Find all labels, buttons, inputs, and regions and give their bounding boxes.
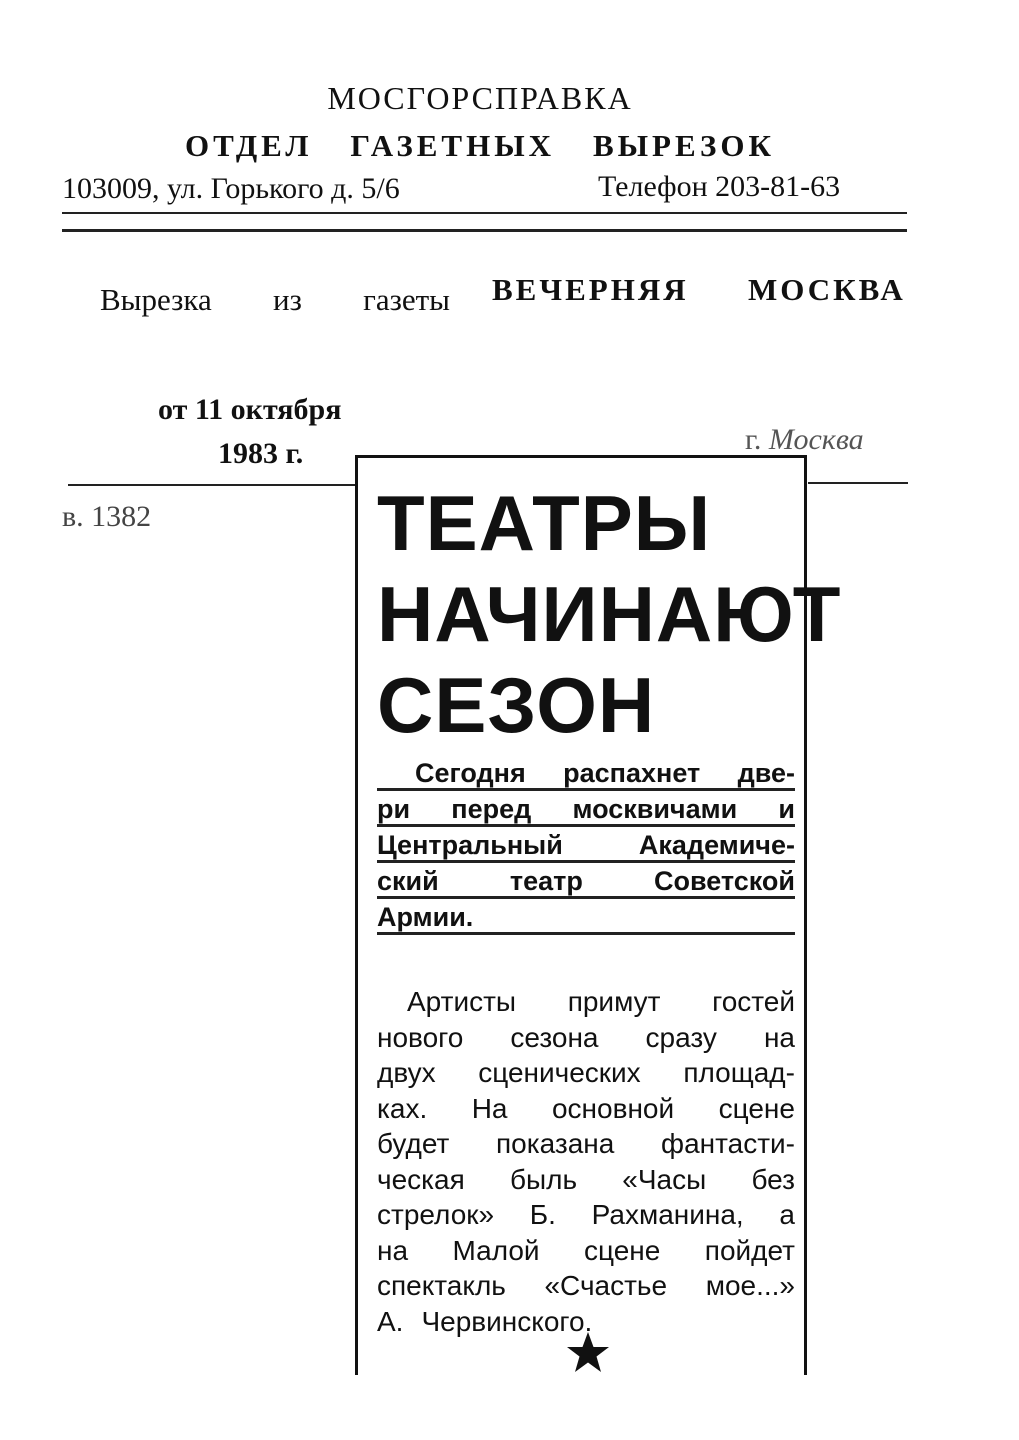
body-word: быль [509, 1163, 578, 1195]
body-word: Б. [529, 1199, 556, 1230]
body-word: ческая [377, 1163, 465, 1195]
city-rule [808, 482, 908, 484]
body-word: сценических [478, 1057, 641, 1088]
lead-line [377, 863, 795, 899]
body-word: без [751, 1163, 795, 1195]
lead-word: ский [377, 866, 439, 896]
phone-number: Телефон 203-81-63 [598, 170, 841, 203]
city [745, 423, 864, 457]
department-word: ВЫРЕЗОК [592, 128, 775, 163]
department-word: ОТДЕЛ [185, 128, 313, 163]
body-word: основной [551, 1092, 675, 1124]
body-word: стрелок» [377, 1199, 495, 1230]
body-word: «Счастье [544, 1270, 668, 1301]
lead-word: и [778, 794, 795, 824]
body-word: на [377, 1234, 409, 1266]
lead-word: Академиче- [638, 830, 795, 860]
body-word: гостей [712, 986, 795, 1017]
department-word: ГАЗЕТНЫХ [350, 128, 556, 163]
body-line [377, 1020, 795, 1056]
department-name [185, 128, 775, 164]
body-word: пойдет [704, 1234, 795, 1266]
clip-label-word: газеты [363, 282, 450, 317]
city-prefix: г. [745, 423, 762, 456]
body-word: показана [496, 1128, 615, 1159]
body-word: А. [377, 1305, 404, 1337]
body-word: нового [377, 1021, 464, 1053]
clip-label-word: Вырезка [100, 282, 212, 317]
body-line [377, 1126, 795, 1162]
lead-word: распахнет [563, 758, 701, 788]
body-word: «Часы [622, 1163, 707, 1195]
header-rule [62, 212, 907, 214]
lead-word: две- [737, 758, 795, 788]
article-body [377, 984, 795, 1339]
lead-line [377, 755, 795, 791]
lead-word: Сегодня [415, 758, 526, 788]
organization-name: МОСГОРСПРАВКА [327, 80, 633, 116]
issue-year: 1983 г. [218, 437, 304, 470]
lead-word: Армии. [377, 902, 474, 932]
body-word: спектакль [377, 1270, 506, 1301]
newspaper-name-word1: ВЕЧЕРНЯЯ [492, 272, 689, 307]
body-word: Рахманина, [591, 1199, 744, 1230]
headline-line: СЕЗОН [377, 661, 656, 749]
city-name: Москва [768, 423, 864, 456]
lead-word: Центральный [377, 830, 563, 860]
body-line [377, 1268, 795, 1304]
lead-word: Советской [653, 866, 795, 896]
article-headline [377, 478, 842, 751]
issue-date: от 11 октября [158, 393, 342, 426]
body-line [377, 1162, 795, 1198]
body-word: Малой [452, 1234, 540, 1266]
newspaper-name-word2: МОСКВА [748, 272, 906, 307]
star-icon [565, 1330, 611, 1376]
body-word: сезона [510, 1021, 599, 1053]
body-word: сцене [584, 1234, 661, 1266]
body-word: двух [377, 1057, 436, 1088]
body-word: На [471, 1092, 508, 1124]
headline-line: ТЕАТРЫ [377, 479, 712, 567]
lead-line [377, 791, 795, 827]
lead-word: театр [509, 866, 583, 896]
body-word: на [763, 1021, 795, 1053]
body-word: мое...» [705, 1270, 795, 1301]
lead-line [377, 827, 795, 863]
lead-word: перед [451, 794, 532, 824]
clipping-number: в. 1382 [62, 500, 152, 533]
body-line [377, 1091, 795, 1127]
body-word: ках. [377, 1092, 428, 1124]
header-rule-thick [62, 229, 907, 232]
address: 103009, ул. Горького д. 5/6 [62, 172, 400, 205]
body-word: Артисты [407, 986, 517, 1017]
lead-word: москвичами [572, 794, 738, 824]
body-word: а [779, 1199, 795, 1230]
body-word: Червинского. [421, 1305, 593, 1337]
date-rule [68, 484, 356, 486]
lead-word: ри [377, 794, 411, 824]
body-word: примут [567, 986, 661, 1017]
article-lead [377, 755, 795, 935]
lead-line [377, 899, 795, 935]
clip-label [100, 282, 450, 318]
body-word: сразу [645, 1021, 717, 1053]
body-word: площад- [683, 1057, 795, 1088]
body-line [377, 1233, 795, 1269]
body-line [377, 984, 795, 1020]
body-line [377, 1197, 795, 1233]
body-word: будет [377, 1128, 450, 1159]
body-line [377, 1055, 795, 1091]
body-word: фантасти- [661, 1128, 795, 1159]
body-word: сцене [718, 1092, 795, 1124]
headline-line: НАЧИНАЮТ [377, 570, 842, 658]
clip-label-word: из [273, 282, 302, 317]
